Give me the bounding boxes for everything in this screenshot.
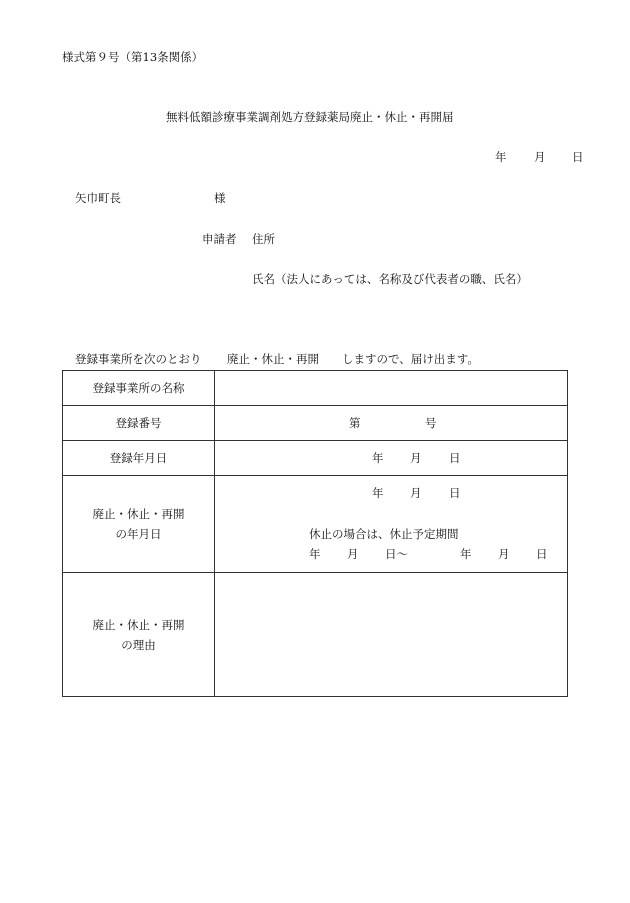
reason-label: 廃止・休止・再開 の理由 <box>63 573 215 697</box>
applicant-label: 申請者 <box>202 232 237 246</box>
to-day: 日 <box>536 547 548 561</box>
reg-month: 月 <box>410 451 422 465</box>
row-office-name <box>63 371 568 406</box>
change-day: 日 <box>449 486 461 500</box>
date-day: 日 <box>572 150 584 164</box>
number-go: 号 <box>425 416 437 430</box>
registration-number-label: 登録番号 <box>63 406 215 441</box>
statement-options: 廃止・休止・再開 <box>227 352 319 366</box>
registration-date-field[interactable] <box>215 441 568 476</box>
number-dai: 第 <box>349 416 361 430</box>
reg-day: 日 <box>449 451 461 465</box>
from-month: 月 <box>347 547 359 561</box>
statement-part1: 登録事業所を次のとおり <box>75 352 202 366</box>
date-month: 月 <box>534 150 546 164</box>
addressee-name: 矢巾町長 <box>75 191 121 205</box>
from-year: 年 <box>309 547 321 561</box>
row-registration-number <box>63 406 568 441</box>
date-year: 年 <box>495 150 507 164</box>
change-date-label: 廃止・休止・再開 の年月日 <box>63 476 215 573</box>
form-number: 様式第９号（第13条関係） <box>62 50 204 64</box>
row-change-date <box>63 476 568 573</box>
statement-part2: しますので、届け出ます。 <box>342 352 479 366</box>
registration-number-field[interactable] <box>215 406 568 441</box>
suspension-note: 休止の場合は、休止予定期間 <box>309 527 459 541</box>
change-year: 年 <box>372 486 384 500</box>
office-name-field[interactable] <box>215 371 568 406</box>
row-registration-date <box>63 441 568 476</box>
to-month: 月 <box>498 547 510 561</box>
office-name-label: 登録事業所の名称 <box>63 371 215 406</box>
addressee-honorific: 様 <box>214 191 226 205</box>
registration-date-label: 登録年月日 <box>63 441 215 476</box>
change-month: 月 <box>410 486 422 500</box>
reason-field[interactable] <box>215 573 568 697</box>
reg-year: 年 <box>372 451 384 465</box>
applicant-address-label: 住所 <box>252 232 275 246</box>
to-year: 年 <box>460 547 472 561</box>
applicant-name-label: 氏名（法人にあっては、名称及び代表者の職、氏名） <box>252 272 528 286</box>
form-title: 無料低額診療事業調剤処方登録薬局廃止・休止・再開届 <box>166 110 454 124</box>
registration-table <box>62 370 568 697</box>
from-day: 日～ <box>385 547 408 561</box>
change-date-field[interactable] <box>215 476 568 573</box>
row-reason <box>63 573 568 697</box>
